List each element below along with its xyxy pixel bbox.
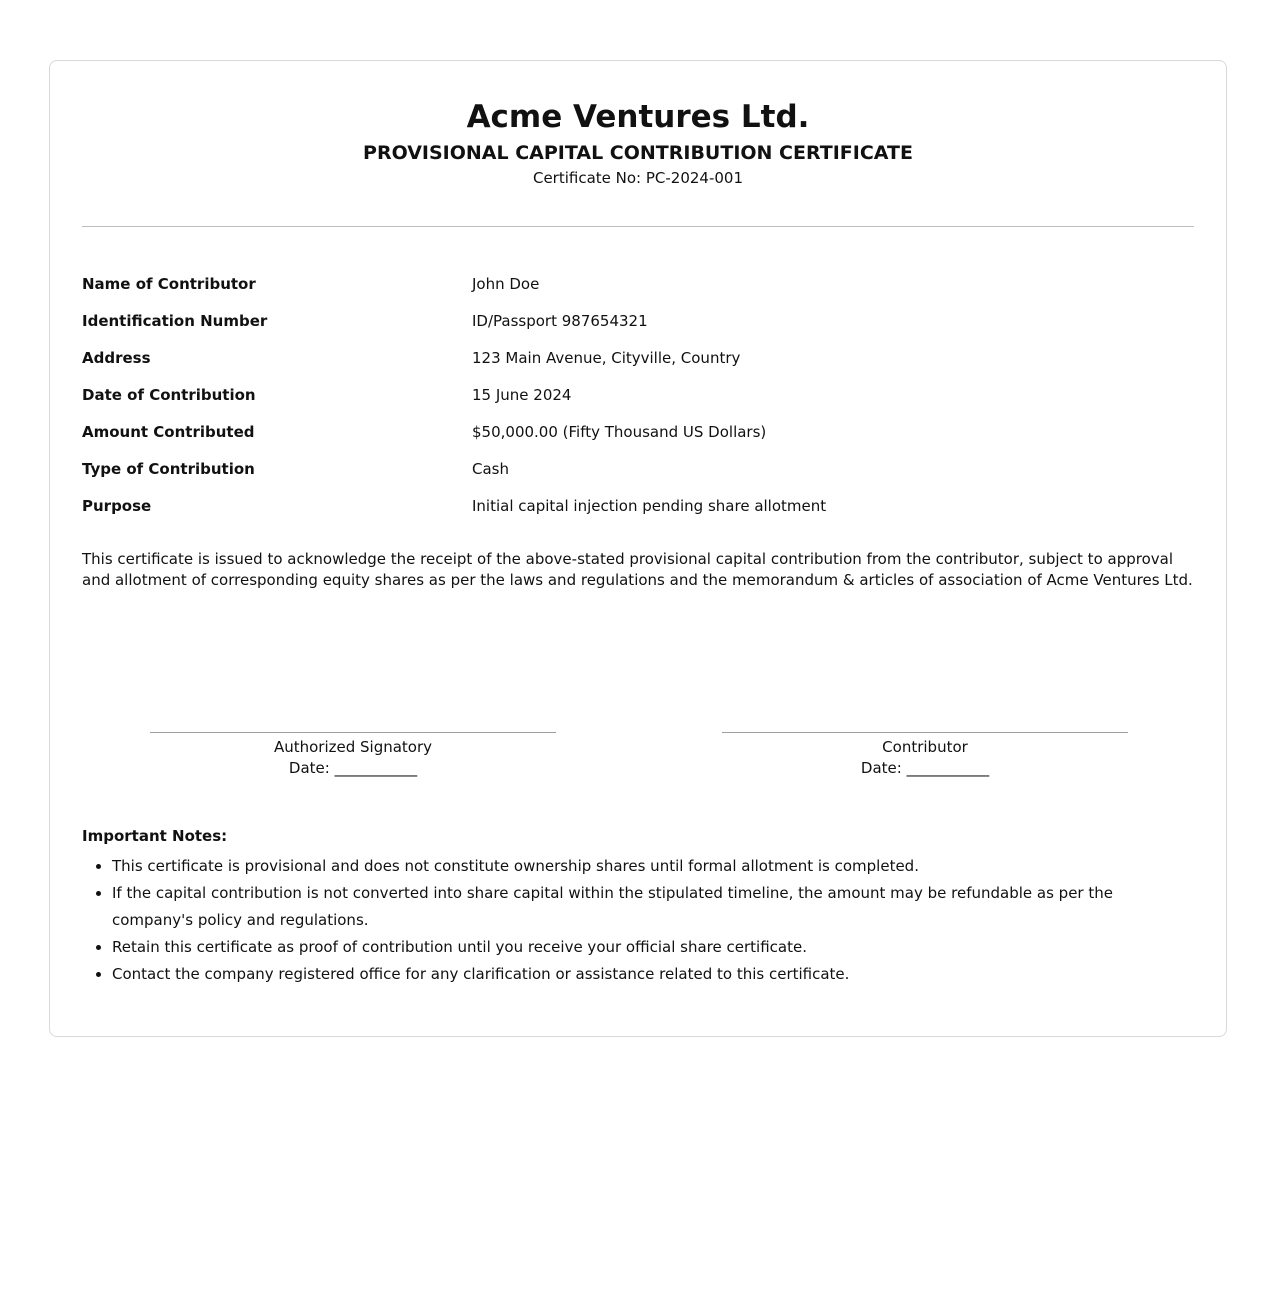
detail-value: 123 Main Avenue, Cityville, Country <box>472 348 741 367</box>
contributor-date: Date: ___________ <box>860 759 990 777</box>
certificate-card <box>49 60 1227 1037</box>
signatory-role: Authorized Signatory <box>273 738 433 756</box>
certificate-number: Certificate No: PC-2024-001 <box>532 169 744 187</box>
detail-label: Date of Contribution <box>82 385 256 404</box>
detail-value: $50,000.00 (Fifty Thousand US Dollars) <box>472 422 767 441</box>
certificate-title: PROVISIONAL CAPITAL CONTRIBUTION CERTIFICATE <box>363 142 913 164</box>
company-name: Acme Ventures Ltd. <box>466 99 810 135</box>
detail-row <box>82 413 1196 450</box>
list-item: • Contact the company registered office for any clarification or assistance related to this certificate. <box>112 961 1196 988</box>
signature-line <box>722 732 1128 733</box>
detail-row <box>82 339 1196 376</box>
certificate-header <box>50 95 1226 189</box>
detail-row <box>82 302 1196 339</box>
detail-label: Amount Contributed <box>82 422 255 441</box>
notes-list <box>82 853 1196 988</box>
detail-value: John Doe <box>472 274 540 293</box>
signature-line <box>150 732 556 733</box>
list-item: • If the capital contribution is not converted into share capital within the stipulated timeline, the amount may be refundable as per the company's policy and regulations. <box>112 880 1196 934</box>
detail-label: Purpose <box>82 496 152 515</box>
detail-row <box>82 265 1196 302</box>
notes-title: Important Notes: <box>82 827 228 845</box>
detail-value: Cash <box>472 459 509 478</box>
detail-value: 15 June 2024 <box>472 385 572 404</box>
list-item: • This certificate is provisional and does not constitute ownership shares until formal allotment is completed. <box>112 853 1196 880</box>
detail-label: Type of Contribution <box>82 459 255 478</box>
signatory-date: Date: ___________ <box>288 759 418 777</box>
contributor-signature-block <box>722 732 1128 779</box>
certificate-statement: This certificate is issued to acknowledge the receipt of the above-stated provisional capital contribution from the contributor, subject to approval and allotment of corresponding equity shares as per the laws and regulations and the memorandum & articles of association of Acme Ventures Ltd. <box>82 550 1193 589</box>
detail-row <box>82 487 1196 524</box>
detail-label: Address <box>82 348 151 367</box>
detail-label: Name of Contributor <box>82 274 256 293</box>
detail-row <box>82 376 1196 413</box>
detail-value: ID/Passport 987654321 <box>472 311 648 330</box>
contributor-details <box>82 265 1196 524</box>
important-notes <box>82 825 1196 988</box>
detail-row <box>82 450 1196 487</box>
contributor-role: Contributor <box>882 738 968 756</box>
list-item: • Retain this certificate as proof of contribution until you receive your official share certificate. <box>112 934 1196 961</box>
header-divider <box>82 226 1194 227</box>
detail-value: Initial capital injection pending share allotment <box>472 496 827 515</box>
authorized-signatory-block <box>150 732 556 779</box>
detail-label: Identification Number <box>82 311 268 330</box>
